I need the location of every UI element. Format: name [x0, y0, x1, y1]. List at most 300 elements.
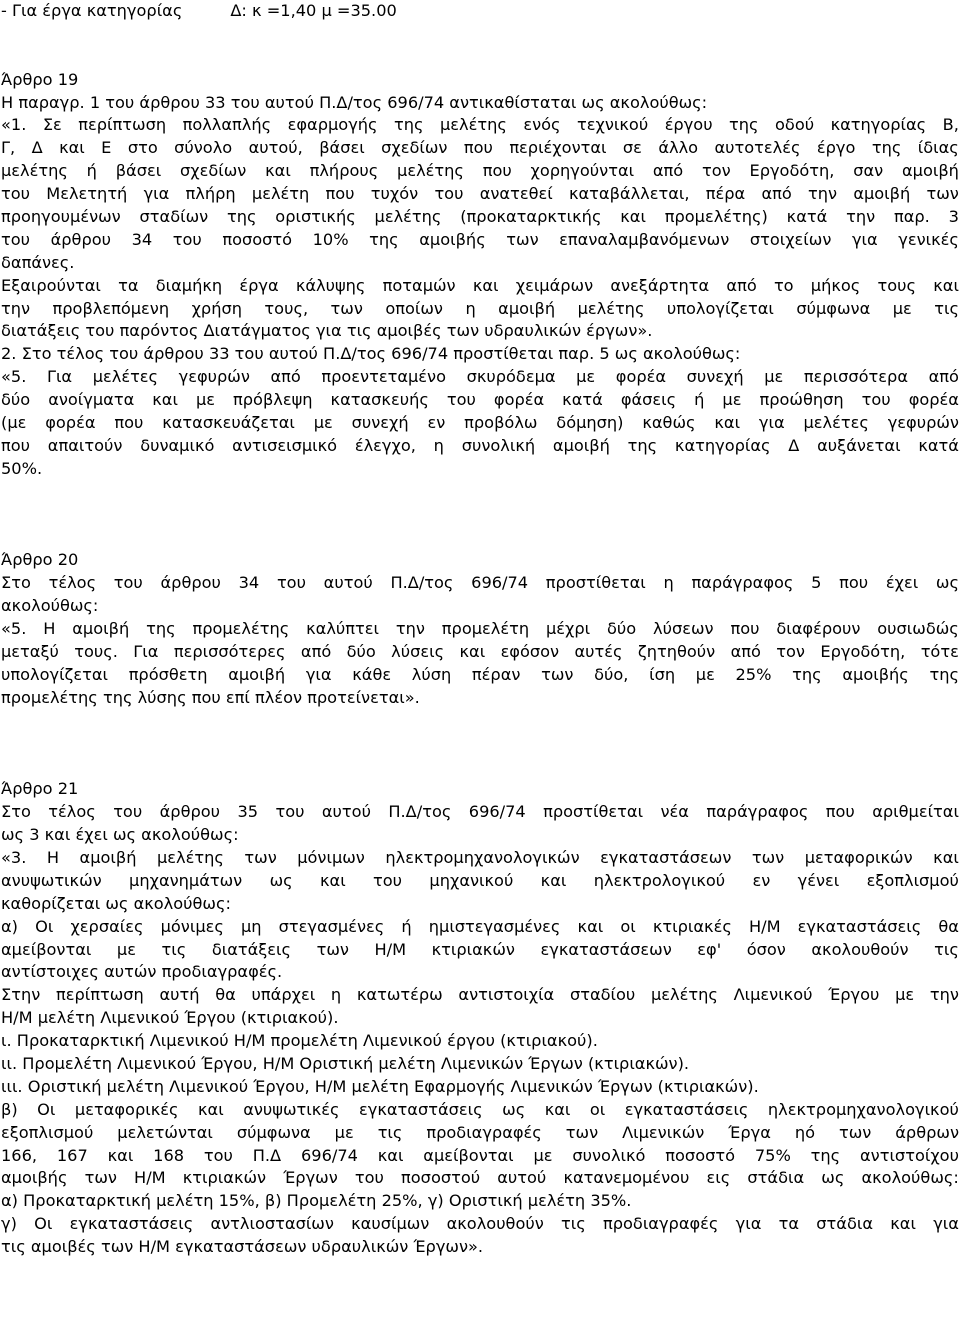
word: αντλιοστασίων	[210, 1214, 334, 1234]
word: και	[472, 275, 499, 295]
text-line: ως 3 και έχει ως ακολούθως:	[1, 825, 239, 845]
word: προβλεπόμενη	[52, 298, 170, 318]
word: ηλεκτρομηχανολογικού	[767, 1099, 959, 1119]
word: κάλυψης	[295, 275, 366, 295]
word: γεφυρών	[887, 413, 959, 433]
word: 10%	[312, 229, 349, 249]
word: ποσοστό	[222, 229, 293, 249]
word: αμοιβής	[1, 1168, 68, 1188]
word: Β,	[942, 115, 959, 135]
word: κατασκευής	[330, 390, 429, 410]
word: και	[197, 1099, 224, 1119]
word: μεταφορικών	[804, 847, 913, 867]
word: «5.	[1, 619, 27, 639]
word: καταβάλλεται,	[568, 184, 690, 204]
word: συνολική	[461, 435, 536, 455]
word: και	[107, 1145, 134, 1165]
word: εν	[427, 413, 446, 433]
word: όσον	[746, 939, 786, 959]
word: αυξάνεται	[817, 435, 901, 455]
text-line	[0, 641, 959, 664]
word: κατηγορίας	[830, 115, 927, 135]
word: φορέα	[908, 390, 959, 410]
word: διαφέρουν	[776, 619, 861, 639]
word: σταδίων	[139, 207, 209, 227]
word: τις	[377, 1122, 403, 1142]
word: εγκαταστάσεις	[69, 1214, 194, 1234]
word: με	[695, 664, 715, 684]
word: 35	[237, 802, 259, 822]
word: την	[808, 184, 838, 204]
word: (με	[1, 413, 27, 433]
word: 696/74	[300, 1145, 358, 1165]
word: ή	[86, 161, 97, 181]
word: που	[1, 435, 31, 455]
word: εις	[706, 1168, 731, 1188]
word: μόνιμες	[160, 916, 224, 936]
word: εξοπλισμού	[1, 1122, 94, 1142]
word: την	[1, 298, 31, 318]
word: τέλος	[48, 802, 96, 822]
category-value: Δ: κ =1,40 μ =35.00	[230, 1, 397, 20]
word: εφόσον	[500, 641, 560, 661]
word: Στο	[1, 802, 31, 822]
word: 75%	[754, 1145, 791, 1165]
word: υπολογίζεται	[666, 298, 774, 318]
word: και	[714, 413, 741, 433]
word: σαν	[853, 161, 884, 181]
word: που	[114, 413, 144, 433]
word: ως	[935, 573, 959, 593]
word: κτιριακές	[652, 916, 732, 936]
word: λύσεων	[653, 619, 714, 639]
word: τους	[877, 275, 917, 295]
article-21-body	[0, 801, 960, 1259]
word: οποίων	[385, 298, 443, 318]
word: προμελέτη	[441, 619, 530, 639]
word: 34	[131, 229, 153, 249]
category-header	[0, 0, 960, 23]
word: τέλος	[48, 573, 97, 593]
word: η	[433, 435, 444, 455]
word: στάδια	[747, 1168, 805, 1188]
word: εγκαταστάσεων	[600, 847, 732, 867]
word: ίδιας	[917, 138, 959, 158]
word: και	[265, 161, 291, 181]
word: Οι	[34, 1214, 53, 1234]
text-line	[0, 847, 959, 870]
word: του	[446, 390, 476, 410]
word: γ)	[1, 1214, 17, 1234]
text-line	[0, 275, 959, 298]
word: δύο	[346, 641, 376, 661]
text-line	[0, 801, 959, 824]
word: Ε	[101, 138, 112, 158]
word: κατασκευάζεται	[162, 413, 295, 433]
word: τότε	[920, 641, 959, 661]
word: εφ'	[697, 939, 722, 959]
word: γένει	[797, 870, 840, 890]
text-line: ακολούθως:	[1, 596, 99, 616]
word: περίπτωση	[55, 985, 144, 1005]
word: του	[1, 229, 31, 249]
word: με	[313, 413, 333, 433]
word: μόνιμων	[297, 847, 365, 867]
text-line	[0, 229, 959, 252]
word: αντισεισμικό	[232, 435, 338, 455]
word: ανοίγματα	[48, 390, 135, 410]
word: απαιτούν	[47, 435, 123, 455]
word: ανυψωτικές	[243, 1099, 340, 1119]
word: σύνολο	[174, 138, 233, 158]
word: σύμφωνα	[796, 298, 871, 318]
word: τις	[561, 1214, 586, 1234]
word: πολλαπλής	[182, 115, 272, 135]
word: σταδίου	[569, 985, 636, 1005]
word: ανατεθεί	[479, 184, 553, 204]
word: των	[751, 847, 785, 867]
word: αμοιβή	[901, 161, 959, 181]
word: προμελέτης	[192, 619, 290, 639]
word: και	[540, 870, 567, 890]
text-line	[0, 618, 959, 641]
word: έργα	[239, 275, 279, 295]
text-line: ι. Προκαταρκτική Λιμενικού Η/Μ προμελέτη Λιμενικού έργου (κτιριακού).	[1, 1031, 598, 1051]
word: επαναλαμβανόμενων	[559, 229, 730, 249]
word: Οι	[35, 916, 54, 936]
word: του	[434, 184, 464, 204]
word: μελέτης	[577, 298, 645, 318]
word: φορέα	[493, 390, 545, 410]
word: για	[758, 413, 785, 433]
word: από	[730, 641, 761, 661]
word: αμείβονται	[423, 1145, 514, 1165]
word: και	[620, 207, 646, 227]
word: τις	[161, 939, 187, 959]
word: η	[465, 298, 476, 318]
text-line: Η/Μ μελέτη Λιμενικού Έργου (κτιριακού).	[1, 1008, 339, 1028]
word: μελέτης	[440, 115, 507, 135]
word: ως	[502, 1099, 526, 1119]
word: 166,	[1, 1145, 38, 1165]
word: συνεχή	[686, 367, 744, 387]
word: ηό	[794, 1122, 816, 1142]
word: χρήση	[191, 298, 242, 318]
text-line: τις αμοιβές των Η/Μ εγκαταστάσεων υδραυλικών Έργων».	[1, 1237, 484, 1257]
word: Έργων	[283, 1168, 338, 1188]
text-line: 50%.	[1, 458, 43, 478]
word: αυτού	[497, 1168, 547, 1188]
word: μέχρι	[545, 619, 591, 639]
word: της	[871, 138, 902, 158]
word: των	[838, 1122, 872, 1142]
word: σκυρόδεμα	[466, 367, 556, 387]
article-20	[0, 549, 960, 709]
word: κατανεμομένου	[563, 1168, 690, 1188]
text-line	[0, 572, 959, 595]
word: πρόσθετη	[128, 664, 208, 684]
word: καθώς	[642, 413, 696, 433]
word: Δ	[31, 138, 43, 158]
word: του	[373, 870, 403, 890]
text-line	[0, 1099, 959, 1122]
word: τον	[701, 161, 731, 181]
word: με	[533, 1145, 553, 1165]
word: με	[764, 367, 784, 387]
text-line	[0, 1167, 959, 1190]
word: οριστικής	[275, 207, 356, 227]
word: Για	[133, 641, 159, 661]
word: της	[729, 115, 759, 135]
word: Λιμενικού	[733, 985, 813, 1005]
word: σχεδίων	[180, 161, 247, 181]
word: μελετώνται	[117, 1122, 213, 1142]
word: υπάρχει	[251, 985, 316, 1005]
category-label: - Για έργα κατηγορίας	[1, 1, 183, 20]
word: της	[146, 619, 176, 639]
word: ως	[821, 1168, 845, 1188]
word: που	[463, 138, 493, 158]
word: του	[172, 229, 202, 249]
word: πρόβλεψη	[233, 390, 313, 410]
word: που	[825, 802, 855, 822]
word: Στην	[1, 985, 41, 1005]
word: δύο,	[594, 664, 629, 684]
word: και	[152, 390, 178, 410]
word: μηχανημάτων	[129, 870, 243, 890]
word: των	[506, 229, 539, 249]
word: και	[377, 1145, 404, 1165]
text-line	[0, 939, 959, 962]
word: αυτές	[574, 641, 623, 661]
word: εγκαταστάσεων	[540, 939, 672, 959]
word: κατά	[918, 435, 959, 455]
word: διατάξεις	[211, 939, 292, 959]
word: Η/Μ	[134, 1168, 166, 1188]
word: μελέτης	[157, 847, 224, 867]
word: αμοιβή	[79, 847, 137, 867]
word: εν	[752, 870, 771, 890]
word: τυχόν	[370, 184, 419, 204]
word: Έργα	[728, 1122, 771, 1142]
word: αυτή	[159, 985, 200, 1005]
text-line	[0, 435, 959, 458]
word: αμοιβής	[419, 229, 486, 249]
word: υπολογίζεται	[1, 664, 109, 684]
text-line	[0, 160, 959, 183]
word: 3	[948, 207, 959, 227]
word: τις	[934, 939, 959, 959]
text-line	[0, 984, 959, 1007]
word: Έργου	[828, 985, 880, 1005]
word: προδιαγραφές	[426, 1122, 542, 1142]
word: πλήρη	[185, 184, 236, 204]
word: 25%	[735, 664, 772, 684]
word: και	[59, 138, 85, 158]
word: διαμήκη	[155, 275, 223, 295]
word: της	[394, 115, 424, 135]
word: της	[627, 435, 658, 455]
word: αυτού,	[248, 138, 303, 158]
word: αμοιβή	[853, 184, 911, 204]
word: αμείβονται	[1, 939, 92, 959]
word: Π.Δ/τος	[390, 573, 454, 593]
word: αυτοτελές	[714, 138, 801, 158]
word: Η	[43, 619, 56, 639]
text-line	[0, 183, 959, 206]
word: θα	[215, 985, 236, 1005]
word: αμοιβή	[498, 298, 556, 318]
word: χερσαίες	[70, 916, 144, 936]
word: μηχανικού	[429, 870, 514, 890]
word: από	[270, 367, 301, 387]
word: ανεξάρτητα	[610, 275, 710, 295]
word: Η/Μ	[748, 916, 781, 936]
word: η	[330, 985, 342, 1005]
word: καυσίμων	[351, 1214, 430, 1234]
word: παρ.	[893, 207, 930, 227]
word: άρθρου	[160, 573, 221, 593]
word: και	[544, 1099, 571, 1119]
word: Εξαιρούνται	[1, 275, 101, 295]
word: συνολικό	[572, 1145, 646, 1165]
word: κτιριακών	[182, 1168, 267, 1188]
text-line: ιι. Προμελέτη Λιμενικού Έργου, Η/Μ Οριστική μελέτη Λιμενικών Έργων (κτιριακών).	[1, 1053, 690, 1073]
word: από	[928, 367, 959, 387]
word: ποταμών	[382, 275, 456, 295]
word: προηγουμένων	[1, 207, 121, 227]
text-line	[0, 389, 959, 412]
word: κατωτέρω	[356, 985, 443, 1005]
word: «1.	[1, 115, 27, 135]
word: με	[195, 390, 216, 410]
word: πέρα	[705, 184, 746, 204]
word: (προκαταρκτικής	[460, 207, 602, 227]
word: για	[851, 229, 878, 249]
word: προστίθεται	[543, 802, 644, 822]
word: Οι	[37, 1099, 56, 1119]
word: ή	[401, 916, 412, 936]
word: Γ,	[1, 138, 16, 158]
word: και	[319, 870, 346, 890]
word: αντιστοιχία	[458, 985, 555, 1005]
word: άρθρου	[159, 802, 221, 822]
word: άλλο	[658, 138, 699, 158]
word: ή	[694, 390, 705, 410]
word: εγκαταστάσεις	[797, 916, 922, 936]
word: Λιμενικών	[622, 1122, 705, 1142]
text-line: ιιι. Οριστική μελέτη Λιμενικού Έργου, Η/Μ μελέτη Εφαρμογής Λιμενικών Έργων (κτιριακών).	[1, 1076, 759, 1096]
word: «5.	[1, 367, 27, 387]
word: εγκαταστάσεις	[624, 1099, 749, 1119]
text-line: προμελέτης της λύσης που επί πλέον προτείνεται».	[1, 687, 420, 707]
word: ουσιωδώς	[877, 619, 959, 639]
word: οι	[589, 1099, 606, 1119]
word: κατά	[786, 207, 828, 227]
word: της	[369, 229, 399, 249]
text-line	[0, 870, 959, 893]
text-line	[0, 1145, 959, 1168]
word: 168	[153, 1145, 185, 1165]
article-21-title: Άρθρο 21	[1, 779, 79, 799]
text-line: Η παραγρ. 1 του άρθρου 33 του αυτού Π.Δ/τος 696/74 αντικαθίσταται ως ακολούθως:	[1, 92, 708, 112]
word: παράγραφος	[691, 573, 794, 593]
word: τεχνικού	[577, 115, 649, 135]
word: αντιστοίχου	[860, 1145, 959, 1165]
word: θα	[938, 916, 959, 936]
word: μεταξύ	[1, 641, 59, 661]
word: ενός	[523, 115, 561, 135]
word: της	[226, 207, 257, 227]
text-line	[0, 206, 959, 229]
word: από	[761, 184, 792, 204]
word: ημιστεγασμένες	[428, 916, 561, 936]
word: φορέα	[615, 367, 667, 387]
word: έργου	[664, 115, 713, 135]
word: βάσει	[319, 138, 365, 158]
word: του	[861, 390, 891, 410]
word: μη	[241, 916, 262, 936]
word: ηλεκτρομηχανολογικών	[385, 847, 580, 867]
word: του	[113, 573, 143, 593]
word: 5	[811, 573, 822, 593]
word: περισσότερα	[803, 367, 908, 387]
word: ζητηθούν	[637, 641, 716, 661]
word: παράγραφος	[706, 802, 809, 822]
word: έχει	[885, 573, 919, 593]
word: μελέτες	[92, 367, 159, 387]
text-line	[0, 137, 959, 160]
word: μήκος	[810, 275, 861, 295]
word: α)	[1, 916, 18, 936]
word: μελέτης	[650, 985, 718, 1005]
word: χειμάρων	[515, 275, 594, 295]
word: προεντεταμένο	[321, 367, 446, 387]
word: μελέτη	[251, 184, 310, 204]
word: των	[926, 184, 959, 204]
word: και	[577, 916, 604, 936]
word: από	[652, 161, 684, 181]
word: εγκαταστάσεις	[359, 1099, 483, 1119]
word: 696/74	[468, 802, 526, 822]
word: των	[330, 298, 363, 318]
word: έργο	[816, 138, 856, 158]
word: δυναμικό	[140, 435, 215, 455]
word: με	[576, 367, 596, 387]
word: περίπτωση	[78, 115, 167, 135]
word: β)	[1, 1099, 18, 1119]
word: οι	[620, 916, 636, 936]
word: αμοιβής	[842, 664, 909, 684]
word: προδιαγραφές	[602, 1214, 719, 1234]
word: με	[334, 1122, 354, 1142]
word: του	[276, 573, 306, 593]
word: Για	[46, 367, 73, 387]
word: από	[300, 641, 332, 661]
word: που	[482, 161, 512, 181]
word: την	[846, 207, 876, 227]
text-line: 2. Στο τέλος του άρθρου 33 του αυτού Π.Δ/τος 696/74 προστίθεται παρ. 5 ως ακολούθως:	[1, 344, 741, 364]
word: ποσοστού	[401, 1168, 481, 1188]
word: Εργοδότη,	[749, 161, 835, 181]
word: που	[730, 619, 760, 639]
word: για	[735, 1214, 762, 1234]
word: στεγασμένες	[278, 916, 385, 936]
word: και	[933, 275, 959, 295]
word: μελέτες	[803, 413, 869, 433]
word: Η	[46, 847, 60, 867]
word: στοιχείων	[749, 229, 832, 249]
